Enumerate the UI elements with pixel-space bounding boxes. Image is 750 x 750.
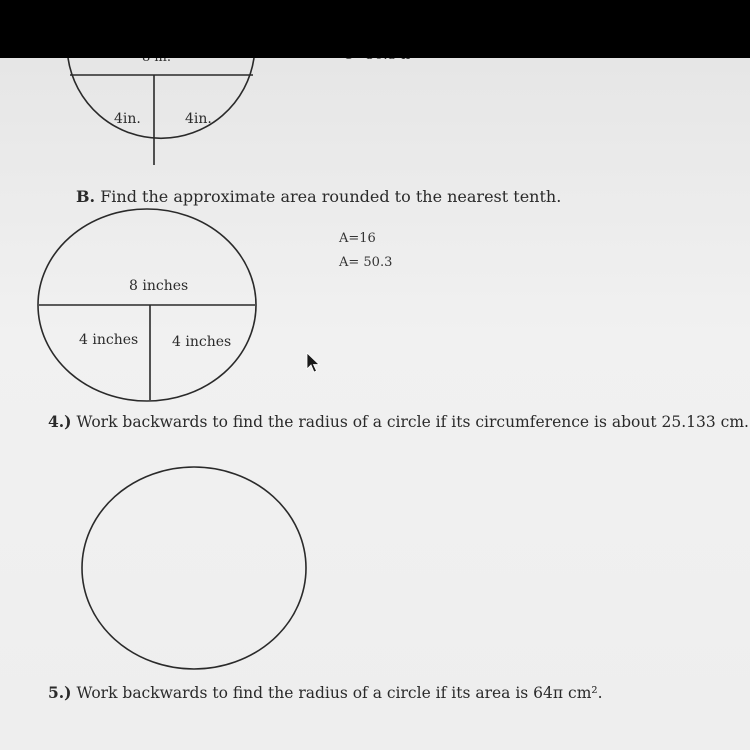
part-b-right-radius-label: 4 inches xyxy=(172,334,232,350)
question4-number: 4.) xyxy=(48,412,72,431)
mouse-pointer-icon xyxy=(306,352,322,374)
top-circle-figure xyxy=(68,58,254,165)
part-b-instruction: Find the approximate area rounded to the nearest tenth. xyxy=(100,187,562,206)
part-b-answer-line1: A=16 xyxy=(339,231,376,246)
question5-prompt: Work backwards to find the radius of a circle if its area is 64π cm². xyxy=(76,684,603,702)
question4-text xyxy=(48,412,749,431)
part-b-diameter-label: 8 inches xyxy=(129,278,189,294)
question5-text xyxy=(48,683,603,702)
question5-number: 5.) xyxy=(48,683,72,702)
top-right-radius-label: 4in. xyxy=(185,111,212,127)
question4-circle xyxy=(82,467,306,669)
top-left-radius-label: 4in. xyxy=(114,111,141,127)
part-b-prefix: B. xyxy=(76,187,96,206)
part-b-circle-figure xyxy=(38,209,256,401)
part-b-heading xyxy=(76,187,561,206)
part-b-answer-line2: A= 50.3 xyxy=(339,255,393,270)
part-b-left-radius-label: 4 inches xyxy=(79,332,139,348)
question4-prompt: Work backwards to find the radius of a circle if its circumference is about 25.133 cm. xyxy=(76,413,749,431)
